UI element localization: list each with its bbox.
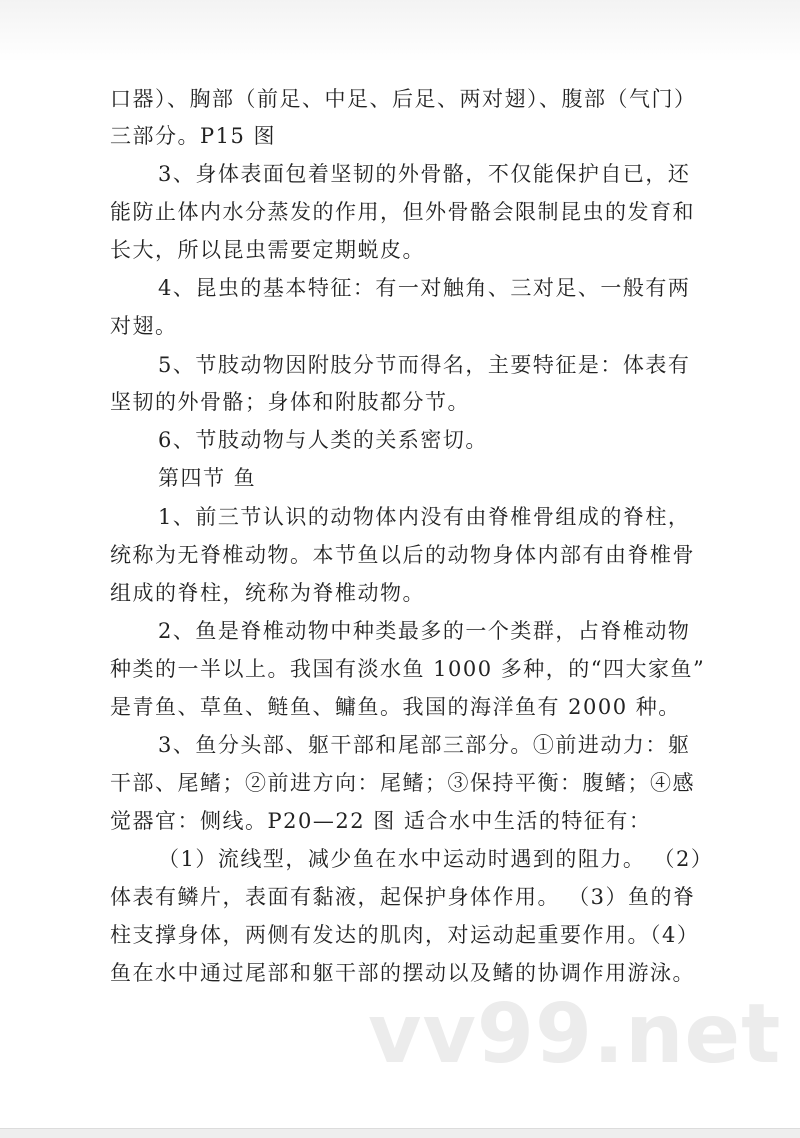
text-line: 是青鱼、草鱼、鲢鱼、鳙鱼。我国的海洋鱼有 2000 种。 xyxy=(110,695,681,719)
text-line: 3、身体表面包着坚韧的外骨骼，不仅能保护自已，还 xyxy=(158,162,691,186)
text-line: 柱支撑身体，两侧有发达的肌肉，对运动起重要作用。（4） xyxy=(110,923,700,947)
text-line: 统称为无脊椎动物。本节鱼以后的动物身体内部有由脊椎骨 xyxy=(110,543,695,567)
text-line: 觉器官：侧线。P20—22 图 适合水中生活的特征有： xyxy=(110,809,652,833)
text-line: 6、节肢动物与人类的关系密切。 xyxy=(158,428,488,452)
text-line: 干部、尾鳍；②前进方向：尾鳍；③保持平衡：腹鳍；④感 xyxy=(110,771,695,795)
text-line: 3、鱼分头部、躯干部和尾部三部分。①前进动力：躯 xyxy=(158,733,691,757)
text-line: 对翅。 xyxy=(110,314,178,338)
text-line: 鱼在水中通过尾部和躯干部的摆动以及鳍的协调作用游泳。 xyxy=(110,961,695,985)
text-line: 坚韧的外骨骼；身体和附肢都分节。 xyxy=(110,390,470,414)
text-line: 4、昆虫的基本特征：有一对触角、三对足、一般有两 xyxy=(158,276,691,300)
text-line: 长大，所以昆虫需要定期蜕皮。 xyxy=(110,238,425,262)
text-line: 能防止体内水分蒸发的作用，但外骨骼会限制昆虫的发育和 xyxy=(110,200,695,224)
text-line: 口器）、胸部（前足、中足、后足、两对翅）、腹部（气门） xyxy=(110,87,697,111)
text-line: （1）流线型，减少鱼在水中运动时遇到的阻力。 （2） xyxy=(158,847,714,871)
text-line: 5、节肢动物因附肢分节而得名，主要特征是：体表有 xyxy=(158,353,691,377)
section-heading: 第四节 鱼 xyxy=(158,466,257,490)
text-line: 体表有鳞片，表面有黏液，起保护身体作用。 （3）鱼的脊 xyxy=(110,885,696,909)
text-line: 组成的脊柱，统称为脊椎动物。 xyxy=(110,581,425,605)
text-line: 2、鱼是脊椎动物中种类最多的一个类群，占脊椎动物 xyxy=(158,619,691,643)
text-line: 种类的一半以上。我国有淡水鱼 1000 多种，的“四大家鱼” xyxy=(110,657,706,681)
text-line: 1、前三节认识的动物体内没有由脊椎骨组成的脊柱， xyxy=(158,505,691,529)
page-top-shade xyxy=(0,0,800,62)
text-line: 三部分。P15 图 xyxy=(110,124,277,148)
watermark: vv99.net xyxy=(368,987,782,1082)
